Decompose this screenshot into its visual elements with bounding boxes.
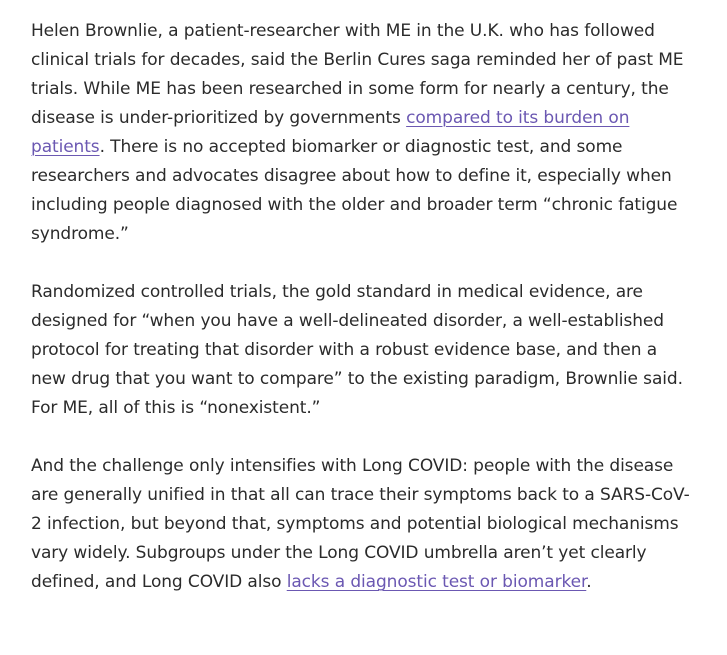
paragraph-text: . There is no accepted biomarker or diagnostic test, and some researchers and advocates disagree about how to define it, especially when including people diagnosed with the older and broader term “chronic fatigue syndrome.”: [31, 137, 678, 244]
paragraph-text: And the challenge only intensifies with Long COVID: people with the disease are generally unified in that all can trace their symptoms back to a SARS-CoV-2 infection, but beyond that, symptoms and potential biological mechanisms vary widely. Subgroups under the Long COVID umbrella aren’t yet clearly defined, and Long COVID also: [31, 456, 690, 592]
link-lacks-diagnostic-test[interactable]: lacks a diagnostic test or biomarker: [286, 572, 587, 592]
paragraph-text: Randomized controlled trials, the gold standard in medical evidence, are designed for “when you have a well-delineated disorder, a well-established protocol for treating that disorder with a robust evidence base, and then a new drug that you want to compare” to the existing paradigm, Brownlie said. For ME, all of this is “nonexistent.”: [31, 282, 683, 418]
paragraph-text: .: [586, 572, 592, 592]
article-body: [31, 17, 691, 626]
paragraph-long-covid: [31, 452, 691, 597]
paragraph-brownlie: [31, 17, 691, 249]
paragraph-text: Helen Brownlie, a patient-researcher with ME in the U.K. who has followed clinical trials for decades, said the Berlin Cures saga reminded her of past ME trials. While ME has been researched in some form for nearly a century, the disease is under-prioritized by governments: [31, 21, 684, 128]
link-burden-on-patients[interactable]: compared to its burden on patients: [31, 108, 630, 157]
paragraph-randomized-trials: [31, 278, 691, 423]
